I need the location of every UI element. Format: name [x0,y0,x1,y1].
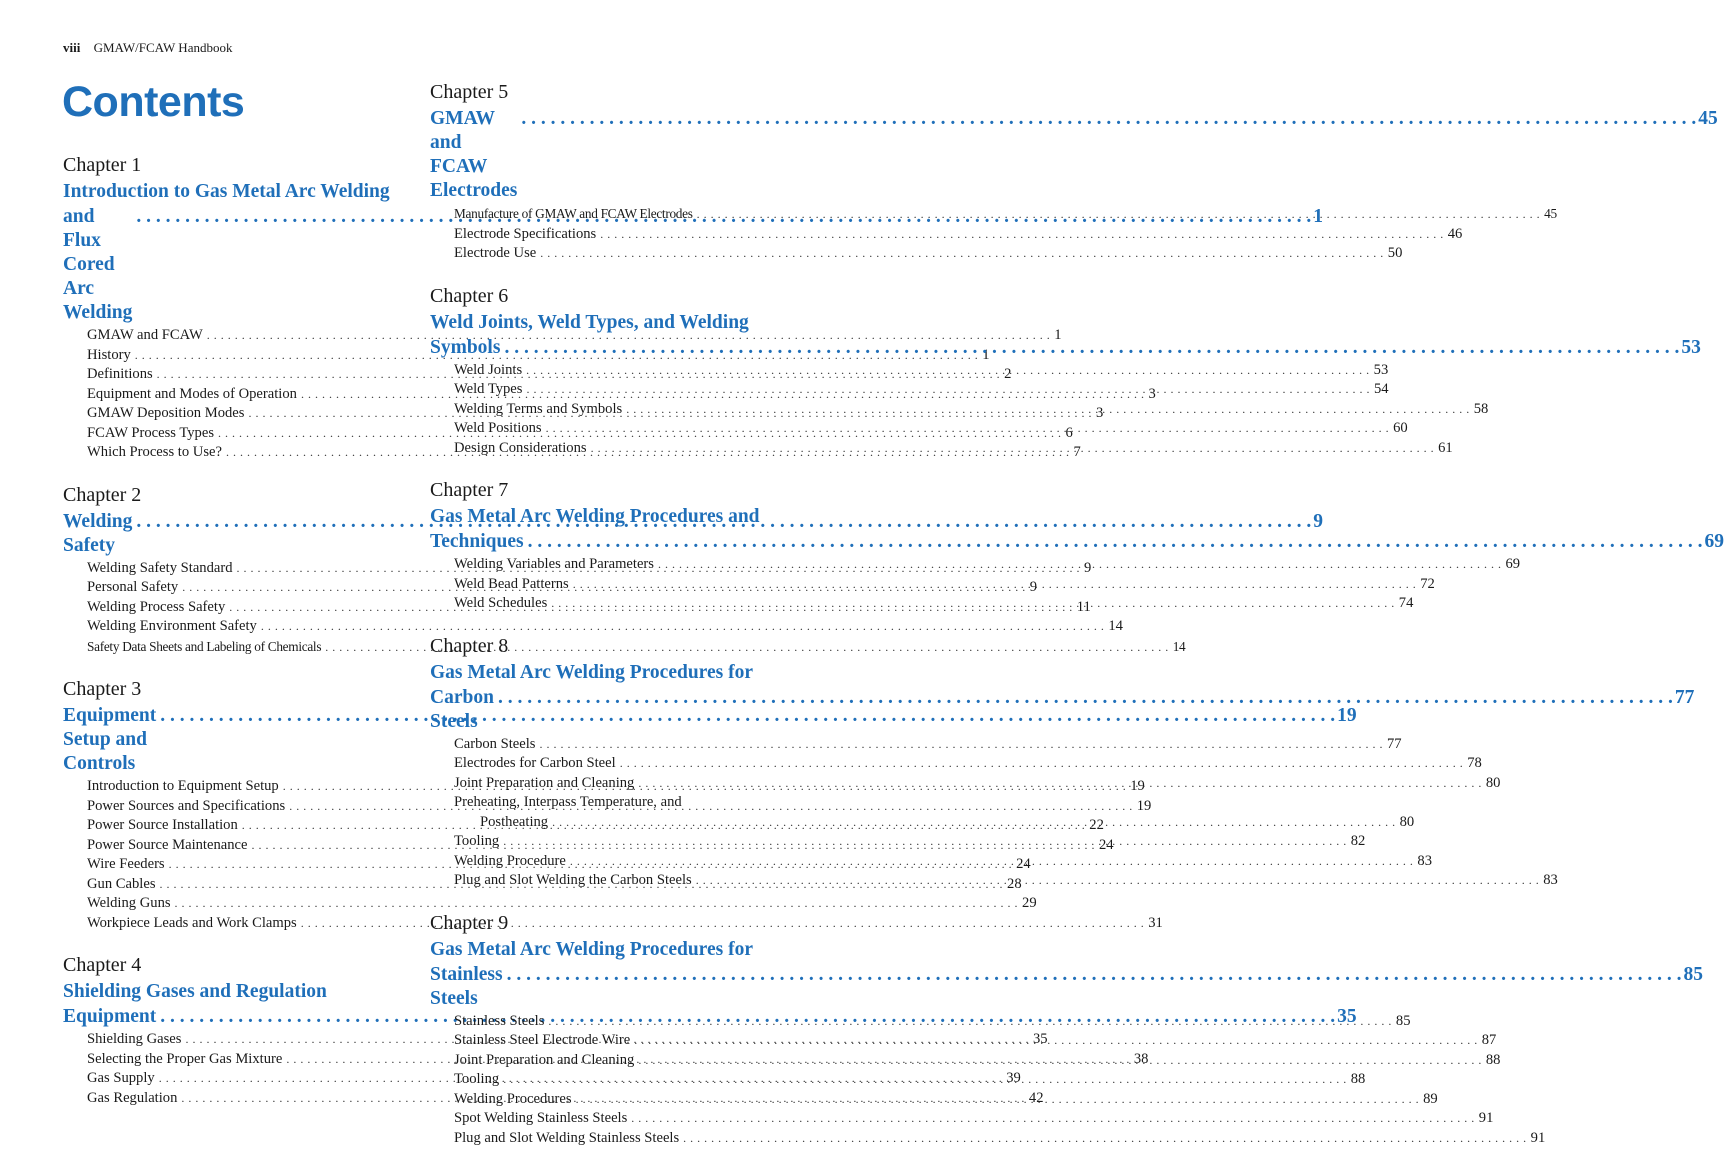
chapter-title[interactable] [63,180,409,204]
leader-dots [600,225,1444,245]
toc-entry[interactable] [454,400,1489,420]
entry-title: FCAW Process Types [87,424,214,441]
entry-title: Stainless Steel Electrode Wire [454,1032,631,1048]
entry-title: Welding Process Safety [87,598,226,615]
toc-entry[interactable] [454,361,1389,381]
running-head [63,40,232,56]
entry-title: Welding Procedures [454,1090,572,1107]
entry-page-number: 9 [1084,559,1092,576]
entry-title: Postheating [480,813,549,830]
chapter-page-number: 69 [1704,531,1724,552]
leader-dots [521,107,1696,131]
leader-dots [526,361,1370,381]
chapter-page-number: 77 [1674,686,1695,708]
entry-page-number: 3 [1095,405,1104,421]
entry-title: Tooling [454,833,500,849]
leader-dots [683,1129,1527,1149]
chapter-title-text: Stainless Steels [430,963,503,1009]
entry-page-number: 77 [1386,735,1402,752]
chapter-title-text: Equipment [63,1006,157,1027]
leader-dots [570,852,1414,872]
entry-page-number: 35 [1032,1031,1048,1047]
chapter-page-number: 53 [1681,336,1701,358]
chapter-title-text: Introduction to Gas Metal Arc Welding [63,181,390,202]
chapter-label: Chapter 4 [63,954,142,976]
chapter-title[interactable] [430,963,1703,1011]
chapter-page-number: 35 [1337,1006,1357,1027]
entry-title: Joint Preparation and Cleaning [454,774,635,791]
leader-dots [540,244,1384,264]
entry-title: Electrode Specifications [454,225,597,242]
entry-title: Equipment and Modes of Operation [87,385,297,402]
toc-entry[interactable] [454,204,1557,225]
leader-dots [620,754,1464,774]
entry-page-number: 3 [1148,385,1156,402]
entry-page-number: 88 [1350,1071,1366,1087]
chapter-title-text: Shielding Gases and Regulation [63,981,327,1002]
entry-page-number: 38 [1133,1050,1149,1067]
chapter-label: Chapter 9 [430,911,509,934]
entry-title: Weld Joints [454,361,523,378]
entry-page-number: 74 [1398,595,1414,611]
entry-page-number: 19 [1136,797,1152,814]
entry-title: Power Source Installation [87,817,238,833]
entry-page-number: 11 [1076,598,1091,615]
section-list [454,361,1489,459]
chapter-title[interactable] [430,530,1724,554]
chapter-title[interactable] [430,938,776,962]
toc-entry[interactable] [87,617,1123,637]
chapter-title-text: Welding Safety [63,510,133,556]
toc-entry[interactable] [454,793,776,813]
entry-title: Personal Safety [87,579,179,595]
chapter-page-number: 85 [1683,963,1703,985]
entry-title: Selecting the Proper Gas Mixture [87,1050,283,1067]
entry-page-number: 58 [1473,400,1489,417]
entry-title: Gas Supply [87,1070,155,1086]
entry-page-number: 85 [1395,1012,1411,1029]
toc-entry[interactable] [87,326,1062,346]
entry-title: Which Process to Use? [87,444,222,460]
entry-title: Stainless Steels [454,1012,545,1029]
chapter-title-text: Gas Metal Arc Welding Procedures and [430,506,760,527]
leader-dots [504,336,1679,360]
entry-page-number: 72 [1420,575,1435,592]
entry-page-number: 80 [1399,813,1415,830]
entry-page-number: 87 [1481,1032,1497,1048]
entry-title: Safety Data Sheets and Labeling of Chemicals [87,638,322,654]
entry-page-number: 22 [1089,817,1104,833]
chapter-label: Chapter 3 [63,678,142,700]
chapter-page-number: 1 [1313,206,1323,227]
entry-title: Plug and Slot Welding Stainless Steels [454,1129,680,1146]
toc-entry[interactable] [454,380,1389,400]
leader-dots [626,400,1470,420]
entry-title: Power Sources and Specifications [87,797,286,814]
entry-title: Carbon Steels [454,735,536,752]
chapter-label: Chapter 6 [430,284,509,307]
chapter-label: Chapter 2 [63,483,142,506]
entry-title: Electrodes for Carbon Steel [454,755,616,771]
leader-dots [638,774,1482,794]
chapter-title[interactable] [430,311,776,335]
leader-dots [528,530,1703,554]
entry-page-number: 24 [1016,856,1031,872]
leader-dots [591,439,1435,459]
leader-dots [526,380,1370,400]
toc-entry[interactable] [454,1129,1546,1149]
toc-entry[interactable] [87,894,1037,914]
chapter-title[interactable] [430,107,1718,203]
entry-page-number: 50 [1387,245,1403,261]
entry-page-number: 7 [1073,444,1081,460]
entry-title: Plug and Slot Welding the Carbon Steels [454,872,692,888]
entry-page-number: 45 [1544,206,1557,221]
entry-page-number: 83 [1543,872,1558,888]
entry-title: Weld Positions [454,420,542,436]
entry-page-number: 91 [1478,1110,1494,1126]
entry-page-number: 88 [1485,1051,1501,1068]
entry-title: Power Source Maintenance [87,836,248,853]
entry-page-number: 14 [1172,638,1186,654]
entry-page-number: 46 [1447,225,1463,242]
leader-dots [634,1031,1478,1051]
entry-title: Introduction to Equipment Setup [87,778,279,794]
toc-entry[interactable] [454,555,1521,575]
entry-title: Electrode Use [454,245,537,261]
leader-dots [546,419,1390,439]
entry-page-number: 19 [1130,778,1145,794]
entry-title: History [87,346,131,363]
entry-page-number: 31 [1148,914,1163,931]
chapter-label: Chapter 1 [63,154,142,176]
leader-dots [503,1070,1347,1090]
chapter-label: Chapter 5 [430,81,509,103]
entry-title: Weld Types [454,381,523,397]
entry-title: Manufacture of GMAW and FCAW Electrodes [454,206,693,221]
chapter-title-text: Gas Metal Arc Welding Procedures for [430,938,753,960]
leader-dots [548,1012,1392,1032]
entry-title: Workpiece Leads and Work Clamps [87,914,297,931]
toc-chapter-6 [430,281,1701,459]
chapter-title-text: and Flux Cored Arc Welding [63,206,133,323]
entry-title: Weld Bead Patterns [454,575,569,592]
leader-dots [631,1109,1475,1129]
book-title: GMAW/FCAW Handbook [93,40,233,55]
chapter-title[interactable] [63,980,409,1004]
entry-page-number: 24 [1098,836,1114,853]
entry-title: Weld Schedules [454,595,548,611]
toc-entry[interactable] [454,735,1402,755]
section-list [454,204,1557,264]
leader-dots [507,963,1682,987]
entry-title: GMAW Deposition Modes [87,405,245,421]
chapter-title[interactable] [430,661,776,685]
entry-page-number: 14 [1108,618,1123,634]
entry-title: Spot Welding Stainless Steels [454,1110,628,1126]
entry-page-number: 42 [1028,1089,1044,1106]
entry-title: Welding Terms and Symbols [454,400,623,417]
entry-page-number: 61 [1438,439,1453,456]
entry-page-number: 89 [1423,1090,1438,1107]
entry-page-number: 39 [1006,1070,1021,1086]
leader-dots [696,871,1540,891]
entry-title: Definitions [87,366,153,382]
toc-entry[interactable] [454,439,1453,459]
chapter-title[interactable] [430,505,776,529]
entry-title: Wire Feeders [87,856,165,872]
leader-dots [573,575,1417,595]
page-number: viii [63,40,81,55]
chapter-page-number: 45 [1698,108,1718,129]
chapter-title-text: Equipment Setup and Controls [63,705,157,774]
toc-entry[interactable] [454,1109,1494,1129]
entry-page-number: 82 [1350,833,1366,849]
chapter-title-text: GMAW and FCAW Electrodes [430,108,518,201]
leader-dots [551,594,1395,614]
entry-title: Welding Guns [87,895,171,911]
entry-page-number: 91 [1530,1129,1546,1146]
entry-page-number: 54 [1373,381,1389,397]
entry-page-number: 9 [1029,579,1037,595]
entry-title: GMAW and FCAW [87,327,203,343]
toc-entry[interactable] [454,419,1408,439]
chapter-title-text: Symbols [430,336,501,358]
entry-page-number: 83 [1417,852,1432,869]
entry-title: Gun Cables [87,875,156,892]
chapter-title-text: Techniques [430,531,524,552]
entry-title: Welding Procedure [454,852,566,869]
entry-title: Design Considerations [454,439,587,456]
entry-page-number: 53 [1373,361,1389,378]
leader-dots [697,205,1541,225]
entry-title: Welding Environment Safety [87,618,257,634]
contents-title: Contents [62,78,245,126]
leader-dots [638,1051,1482,1071]
entry-page-number: 1 [982,346,990,363]
toc-entry[interactable] [454,575,1435,595]
entry-page-number: 6 [1065,424,1073,441]
leader-dots [503,832,1347,852]
toc-entry[interactable] [454,754,1482,774]
leader-dots [552,813,1396,833]
entry-page-number: 2 [1004,366,1012,382]
chapter-title-text: Gas Metal Arc Welding Procedures for [430,661,753,683]
chapter-title-text: Carbon Steels [430,686,494,732]
entry-title: Preheating, Interpass Temperature, and [454,794,682,810]
entry-title: Welding Variables and Parameters [454,556,654,572]
entry-title: Gas Regulation [87,1089,178,1106]
toc-entry[interactable] [454,244,1403,264]
entry-page-number: 78 [1467,755,1482,771]
entry-title: Welding Safety Standard [87,559,233,576]
leader-dots [539,735,1383,755]
leader-dots [576,1090,1420,1110]
entry-page-number: 28 [1007,875,1022,892]
entry-page-number: 80 [1485,774,1501,791]
chapter-page-number: 19 [1337,705,1357,726]
chapter-page-number: 9 [1313,510,1323,532]
chapter-label: Chapter 8 [430,634,509,657]
leader-dots [658,555,1502,575]
entry-title: Shielding Gases [87,1031,182,1047]
chapter-title-text: Weld Joints, Weld Types, and Welding [430,311,749,333]
chapter-label: Chapter 7 [430,479,509,501]
chapter-title[interactable] [430,336,1701,360]
entry-page-number: 1 [1054,327,1062,343]
entry-page-number: 69 [1505,556,1521,572]
entry-page-number: 60 [1393,420,1408,436]
toc-entry[interactable] [454,225,1463,245]
entry-title: Joint Preparation and Cleaning [454,1051,635,1068]
entry-title: Tooling [454,1071,500,1087]
leader-dots [498,686,1673,710]
entry-page-number: 29 [1022,895,1037,911]
toc-chapter-5 [430,77,1718,264]
